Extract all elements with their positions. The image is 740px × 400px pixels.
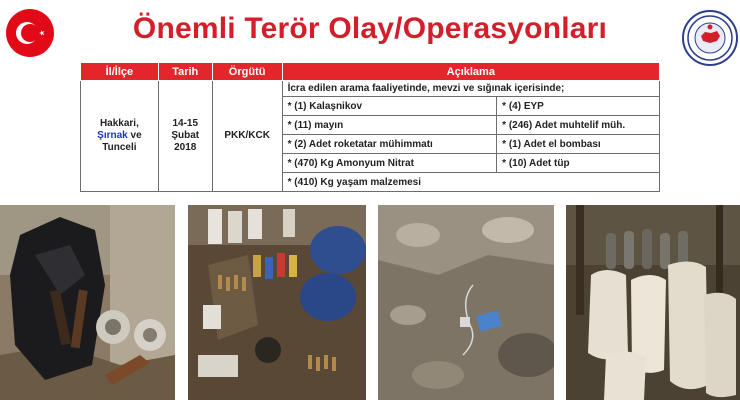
location-line: Tunceli <box>102 142 137 153</box>
location-cell <box>81 81 159 192</box>
photo-seized-bag-weapons <box>0 205 175 400</box>
item-cell: * (470) Kg Amonyum Nitrat <box>282 154 497 173</box>
location-line: Hakkari, <box>99 118 139 129</box>
date-line: 14-15 <box>172 118 199 129</box>
photo-seized-ammunition <box>188 205 366 400</box>
description-lead: İcra edilen arama faaliyetinde, mevzi ve sığınak içerisinde; <box>282 81 659 97</box>
column-header-description: Açıklama <box>282 63 659 81</box>
organization-cell: PKK/KCK <box>212 81 282 192</box>
date-cell <box>158 81 212 192</box>
date-line: Şubat <box>171 130 200 141</box>
item-cell: * (1) Adet el bombası <box>497 135 660 154</box>
column-header-location: İl/İlçe <box>81 63 159 81</box>
photo-seized-sacks <box>566 205 740 400</box>
location-line: ve <box>130 130 142 141</box>
column-header-date: Tarih <box>158 63 212 81</box>
item-cell: * (4) EYP <box>497 97 660 116</box>
police-emblem-icon <box>682 10 738 66</box>
table-row <box>81 81 660 97</box>
column-header-organization: Örgütü <box>212 63 282 81</box>
photo-hideout-ground <box>378 205 554 400</box>
date-line: 2018 <box>174 142 197 153</box>
table-header-row <box>81 63 660 81</box>
item-cell: * (1) Kalaşnikov <box>282 97 497 116</box>
item-cell: * (2) Adet roketatar mühimmatı <box>282 135 497 154</box>
item-cell: * (10) Adet tüp <box>497 154 660 173</box>
location-line: Şırnak <box>97 130 128 141</box>
item-cell: * (11) mayın <box>282 116 497 135</box>
item-cell: * (410) Kg yaşam malzemesi <box>282 173 659 192</box>
operation-table <box>80 62 660 192</box>
page-title: Önemli Terör Olay/Operasyonları <box>132 12 608 45</box>
item-cell: * (246) Adet muhtelif müh. <box>497 116 660 135</box>
